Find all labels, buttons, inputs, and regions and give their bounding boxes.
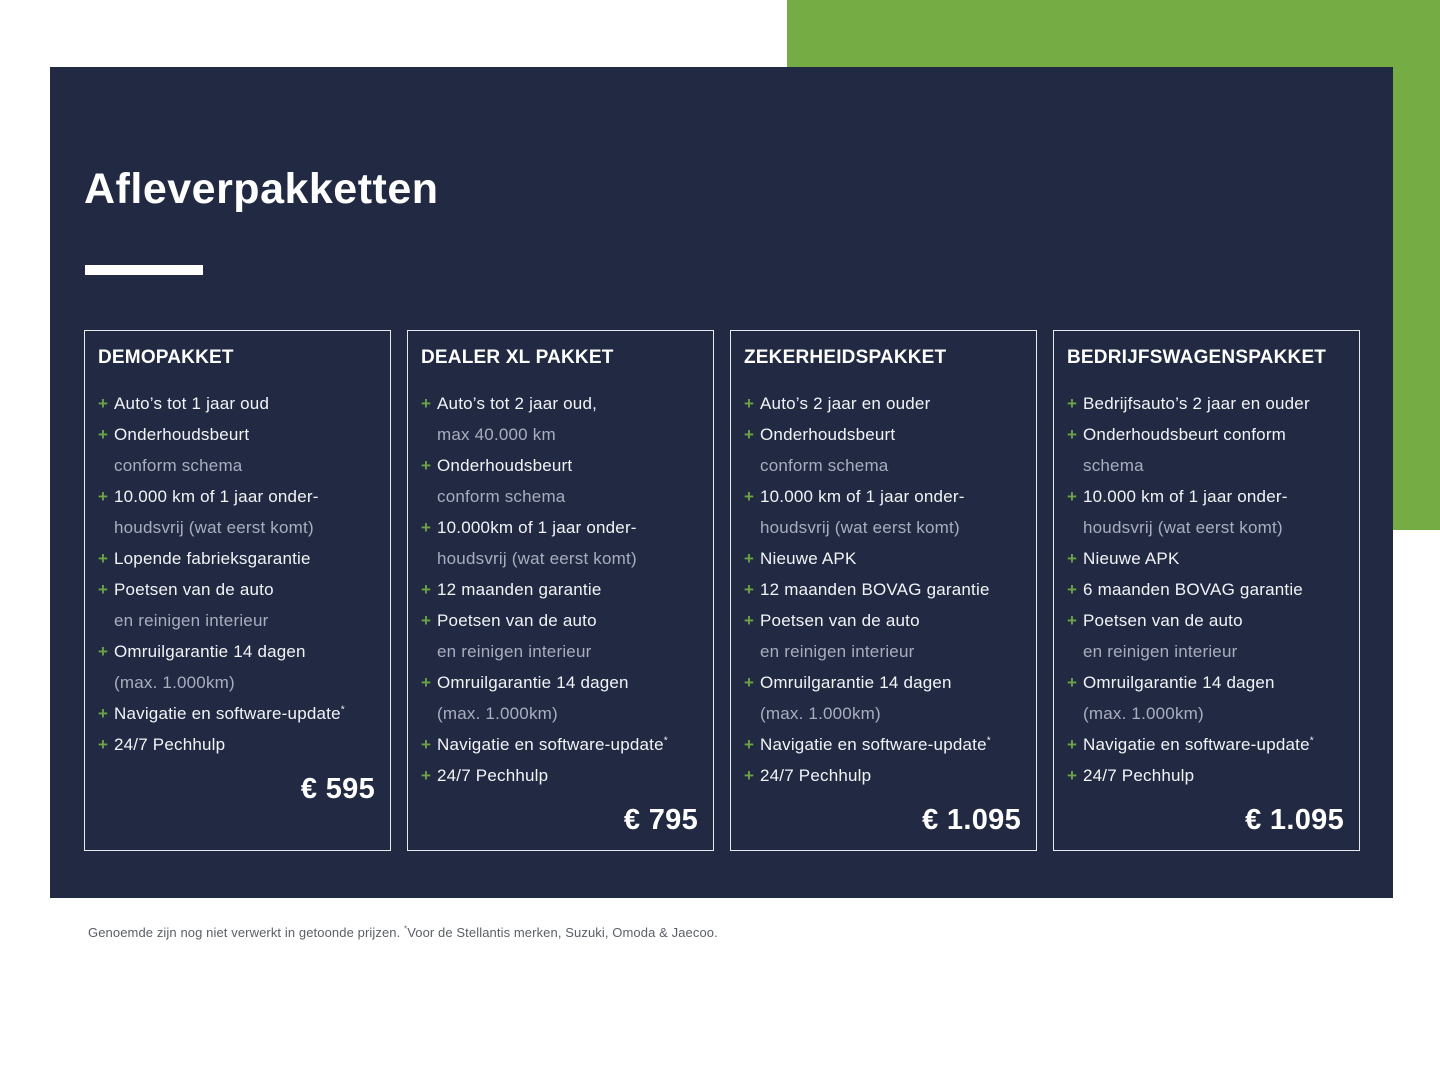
feature-line: en reinigen interieur xyxy=(1083,642,1238,661)
feature-text xyxy=(114,481,377,543)
feature-line: houdsvrij (wat eerst komt) xyxy=(760,518,960,537)
package-card xyxy=(407,330,714,851)
feature-text xyxy=(760,729,1023,760)
feature-text xyxy=(760,667,1023,729)
feature-line: conform schema xyxy=(760,456,889,475)
feature-line: conform schema xyxy=(114,456,243,475)
plus-icon: + xyxy=(1067,766,1077,785)
feature-text xyxy=(437,512,700,574)
feature-item xyxy=(1067,481,1346,543)
feature-list xyxy=(421,388,700,791)
feature-line: Bedrijfsauto’s 2 jaar en ouder xyxy=(1083,394,1310,413)
feature-item xyxy=(744,667,1023,729)
feature-text xyxy=(437,760,700,791)
plus-icon: + xyxy=(1067,673,1077,692)
feature-line: (max. 1.000km) xyxy=(437,704,558,723)
plus-icon: + xyxy=(98,580,108,599)
feature-text xyxy=(114,574,377,636)
feature-line: Auto’s tot 2 jaar oud, xyxy=(437,394,598,413)
feature-item xyxy=(744,419,1023,481)
package-card xyxy=(1053,330,1360,851)
package-title: DEMOPAKKET xyxy=(98,347,234,368)
footnote-detail: Voor de Stellantis merken, Suzuki, Omoda & Jaecoo. xyxy=(407,925,718,940)
feature-item xyxy=(98,729,377,760)
plus-icon: + xyxy=(1067,735,1077,754)
feature-line: Onderhoudsbeurt xyxy=(114,425,250,444)
feature-line: Navigatie en software-update* xyxy=(114,704,345,723)
plus-icon: + xyxy=(98,549,108,568)
feature-text xyxy=(760,605,1023,667)
feature-text xyxy=(1083,729,1346,760)
feature-line: Lopende fabrieksgarantie xyxy=(114,549,311,568)
plus-icon: + xyxy=(421,766,431,785)
feature-line: 10.000km of 1 jaar onder- xyxy=(437,518,637,537)
feature-text xyxy=(114,729,377,760)
feature-item xyxy=(98,698,377,729)
feature-text xyxy=(1083,388,1346,419)
feature-line: (max. 1.000km) xyxy=(760,704,881,723)
footnote-main: Genoemde zijn nog niet verwerkt in getoonde prijzen. xyxy=(88,925,405,940)
feature-line: Onderhoudsbeurt xyxy=(760,425,896,444)
feature-item xyxy=(1067,388,1346,419)
feature-line: Auto’s tot 1 jaar oud xyxy=(114,394,270,413)
feature-item xyxy=(98,636,377,698)
feature-list xyxy=(744,388,1023,791)
feature-item xyxy=(744,729,1023,760)
feature-text xyxy=(437,574,700,605)
feature-line: Navigatie en software-update* xyxy=(1083,735,1314,754)
feature-line: 12 maanden garantie xyxy=(437,580,602,599)
feature-text xyxy=(114,388,377,419)
plus-icon: + xyxy=(98,735,108,754)
page-title: Afleverpakketten xyxy=(84,165,439,213)
feature-line: en reinigen interieur xyxy=(760,642,915,661)
feature-line: 24/7 Pechhulp xyxy=(760,766,872,785)
package-price: € 1.095 xyxy=(1245,804,1344,836)
feature-text xyxy=(114,636,377,698)
plus-icon: + xyxy=(744,611,754,630)
package-card xyxy=(730,330,1037,851)
package-price: € 1.095 xyxy=(922,804,1021,836)
feature-item xyxy=(421,605,700,667)
feature-text xyxy=(1083,574,1346,605)
plus-icon: + xyxy=(98,642,108,661)
feature-item xyxy=(744,574,1023,605)
feature-item xyxy=(744,481,1023,543)
feature-line: Poetsen van de auto xyxy=(114,580,274,599)
feature-item xyxy=(98,481,377,543)
feature-item xyxy=(98,388,377,419)
feature-item xyxy=(421,760,700,791)
feature-list xyxy=(98,388,377,760)
feature-list xyxy=(1067,388,1346,791)
feature-text xyxy=(1083,419,1346,481)
package-price: € 595 xyxy=(300,773,375,805)
plus-icon: + xyxy=(744,766,754,785)
feature-text xyxy=(114,543,377,574)
feature-text xyxy=(760,419,1023,481)
feature-item xyxy=(1067,760,1346,791)
feature-text xyxy=(1083,543,1346,574)
feature-text xyxy=(437,388,700,450)
feature-line: Navigatie en software-update* xyxy=(760,735,991,754)
title-underline xyxy=(85,265,203,275)
feature-item xyxy=(421,574,700,605)
feature-line: en reinigen interieur xyxy=(437,642,592,661)
feature-line: 24/7 Pechhulp xyxy=(1083,766,1195,785)
feature-line: 10.000 km of 1 jaar onder- xyxy=(1083,487,1288,506)
feature-line: 12 maanden BOVAG garantie xyxy=(760,580,990,599)
feature-item xyxy=(744,543,1023,574)
footnote-asterisk: * xyxy=(404,924,408,934)
feature-line: schema xyxy=(1083,456,1144,475)
plus-icon: + xyxy=(1067,425,1077,444)
asterisk-superscript: * xyxy=(986,735,991,747)
plus-icon: + xyxy=(744,673,754,692)
plus-icon: + xyxy=(1067,549,1077,568)
plus-icon: + xyxy=(744,549,754,568)
plus-icon: + xyxy=(1067,611,1077,630)
plus-icon: + xyxy=(1067,580,1077,599)
feature-text xyxy=(760,543,1023,574)
plus-icon: + xyxy=(744,394,754,413)
feature-text xyxy=(760,574,1023,605)
feature-line: 6 maanden BOVAG garantie xyxy=(1083,580,1303,599)
feature-item xyxy=(421,450,700,512)
feature-line: (max. 1.000km) xyxy=(1083,704,1204,723)
plus-icon: + xyxy=(98,704,108,723)
feature-line: 10.000 km of 1 jaar onder- xyxy=(760,487,965,506)
feature-item xyxy=(1067,574,1346,605)
plus-icon: + xyxy=(98,425,108,444)
feature-item xyxy=(98,574,377,636)
plus-icon: + xyxy=(1067,394,1077,413)
feature-item xyxy=(421,388,700,450)
package-price: € 795 xyxy=(623,804,698,836)
feature-line: 24/7 Pechhulp xyxy=(114,735,226,754)
plus-icon: + xyxy=(744,487,754,506)
feature-text xyxy=(114,698,377,729)
plus-icon: + xyxy=(98,394,108,413)
feature-line: houdsvrij (wat eerst komt) xyxy=(114,518,314,537)
plus-icon: + xyxy=(421,611,431,630)
feature-text xyxy=(437,667,700,729)
feature-item xyxy=(1067,667,1346,729)
feature-line: Omruilgarantie 14 dagen xyxy=(114,642,306,661)
feature-line: Navigatie en software-update* xyxy=(437,735,668,754)
feature-text xyxy=(437,605,700,667)
feature-item xyxy=(421,729,700,760)
footnote xyxy=(88,925,718,940)
package-title: ZEKERHEIDSPAKKET xyxy=(744,347,947,368)
feature-line: houdsvrij (wat eerst komt) xyxy=(437,549,637,568)
package-title: DEALER XL PAKKET xyxy=(421,347,614,368)
plus-icon: + xyxy=(421,394,431,413)
feature-line: Omruilgarantie 14 dagen xyxy=(760,673,952,692)
plus-icon: + xyxy=(744,735,754,754)
feature-line: Onderhoudsbeurt xyxy=(437,456,573,475)
plus-icon: + xyxy=(421,518,431,537)
packages-panel xyxy=(50,67,1393,898)
feature-item xyxy=(421,667,700,729)
plus-icon: + xyxy=(744,580,754,599)
feature-line: Nieuwe APK xyxy=(760,549,857,568)
feature-line: Omruilgarantie 14 dagen xyxy=(1083,673,1275,692)
feature-item xyxy=(744,388,1023,419)
feature-item xyxy=(98,543,377,574)
feature-item xyxy=(1067,605,1346,667)
feature-line: (max. 1.000km) xyxy=(114,673,235,692)
asterisk-superscript: * xyxy=(663,735,668,747)
feature-item xyxy=(744,605,1023,667)
plus-icon: + xyxy=(421,580,431,599)
feature-text xyxy=(114,419,377,481)
feature-item xyxy=(1067,419,1346,481)
feature-text xyxy=(1083,667,1346,729)
package-cards xyxy=(84,330,1360,851)
feature-text xyxy=(437,729,700,760)
feature-line: Onderhoudsbeurt conform xyxy=(1083,425,1287,444)
asterisk-superscript: * xyxy=(340,704,345,716)
feature-item xyxy=(98,419,377,481)
plus-icon: + xyxy=(98,487,108,506)
feature-text xyxy=(760,388,1023,419)
plus-icon: + xyxy=(421,735,431,754)
feature-item xyxy=(421,512,700,574)
feature-line: Poetsen van de auto xyxy=(437,611,597,630)
feature-line: 24/7 Pechhulp xyxy=(437,766,549,785)
feature-line: max 40.000 km xyxy=(437,425,556,444)
plus-icon: + xyxy=(421,456,431,475)
feature-text xyxy=(1083,760,1346,791)
plus-icon: + xyxy=(421,673,431,692)
feature-item xyxy=(1067,729,1346,760)
feature-line: Auto’s 2 jaar en ouder xyxy=(760,394,931,413)
plus-icon: + xyxy=(1067,487,1077,506)
feature-text xyxy=(437,450,700,512)
feature-item xyxy=(1067,543,1346,574)
feature-item xyxy=(744,760,1023,791)
feature-text xyxy=(1083,605,1346,667)
feature-text xyxy=(760,481,1023,543)
feature-text xyxy=(760,760,1023,791)
feature-line: Poetsen van de auto xyxy=(760,611,920,630)
feature-line: Omruilgarantie 14 dagen xyxy=(437,673,629,692)
feature-line: Poetsen van de auto xyxy=(1083,611,1243,630)
feature-text xyxy=(1083,481,1346,543)
feature-line: Nieuwe APK xyxy=(1083,549,1180,568)
package-card xyxy=(84,330,391,851)
feature-line: houdsvrij (wat eerst komt) xyxy=(1083,518,1283,537)
package-title: BEDRIJFSWAGENSPAKKET xyxy=(1067,347,1327,368)
plus-icon: + xyxy=(744,425,754,444)
feature-line: 10.000 km of 1 jaar onder- xyxy=(114,487,319,506)
asterisk-superscript: * xyxy=(1309,735,1314,747)
feature-line: conform schema xyxy=(437,487,566,506)
feature-line: en reinigen interieur xyxy=(114,611,269,630)
